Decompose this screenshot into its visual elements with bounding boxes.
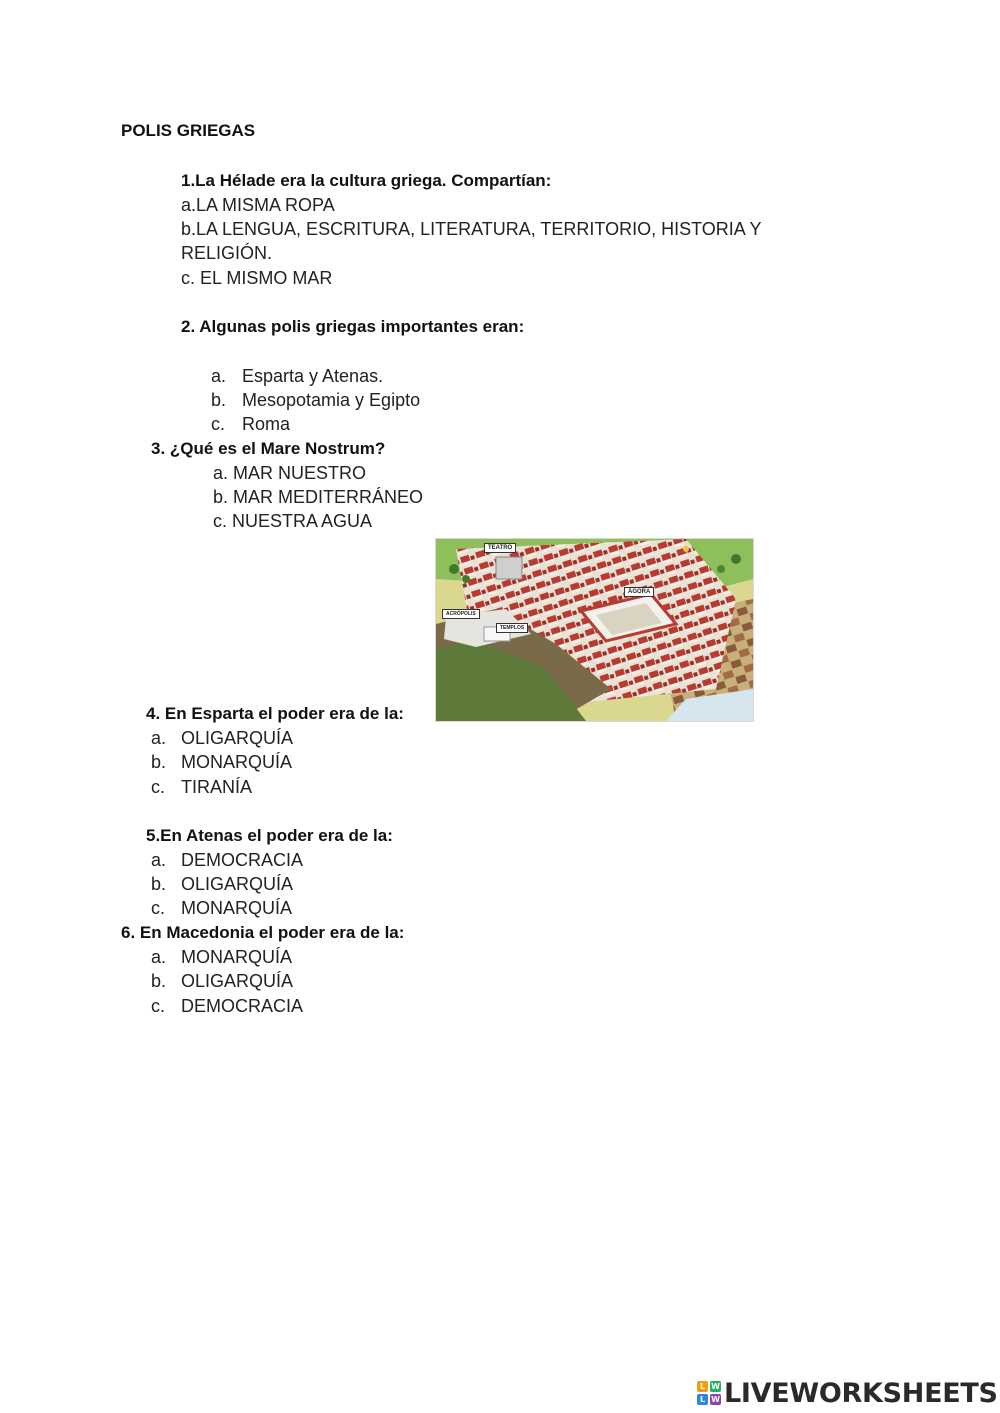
option-1a: a.LA MISMA ROPA [181,195,335,215]
option-4a [151,728,293,749]
option-letter: c. [151,996,166,1016]
option-1b-continued: RELIGIÓN. [181,243,273,263]
option-label: MONARQUÍA [181,947,293,967]
option-letter: c. [211,414,226,434]
option-letter: a. [151,728,167,748]
option-letter: b. [151,971,167,991]
page-title: POLIS GRIEGAS [121,121,256,140]
label-agora: ÁGORA [624,587,654,597]
option-4c [151,777,252,798]
label-theatre: TEATRO [484,543,516,553]
option-letter: a. [151,947,167,967]
option-label: OLIGARQUÍA [181,971,294,991]
option-label: OLIGARQUÍA [181,728,294,748]
polis-illustration-svg [436,539,753,721]
option-label: Mesopotamia y Egipto [242,390,421,410]
option-2a [211,366,383,387]
question-2: 2. Algunas polis griegas importantes eran: [181,317,525,336]
option-letter: c. [151,777,166,797]
option-6a [151,947,292,968]
logo-tile: W [711,1395,720,1404]
logo-tile: W [711,1382,720,1391]
question-5: 5.En Atenas el poder era de la: [146,826,393,845]
liveworksheets-brand [697,1377,998,1409]
option-2b [211,390,420,411]
option-5a [151,850,303,871]
option-6b [151,971,293,992]
option-letter: b. [151,874,167,894]
option-3c: c. NUESTRA AGUA [213,511,373,531]
option-letter: a. [151,850,167,870]
option-6c [151,996,303,1017]
liveworksheets-logo-icon [697,1381,721,1405]
label-temples: TEMPLOS [496,623,528,633]
polis-illustration [435,538,754,722]
option-label: OLIGARQUÍA [181,874,294,894]
option-label: DEMOCRACIA [181,850,304,870]
option-label: Esparta y Atenas. [242,366,384,386]
label-acropolis: ACRÓPOLIS [442,609,480,619]
option-1c: c. EL MISMO MAR [181,268,333,288]
question-1: 1.La Hélade era la cultura griega. Compartían: [181,171,552,190]
option-label: MONARQUÍA [181,898,293,918]
logo-tile: L [697,1381,708,1392]
option-letter: c. [151,898,166,918]
option-4b [151,752,292,773]
option-letter: b. [151,752,167,772]
logo-tile: L [697,1394,708,1405]
question-4: 4. En Esparta el poder era de la: [146,704,404,723]
option-3a: a. MAR NUESTRO [213,463,367,483]
option-1b: b.LA LENGUA, ESCRITURA, LITERATURA, TERRITORIO, HISTORIA Y [181,219,762,239]
question-6: 6. En Macedonia el poder era de la: [121,923,405,942]
option-letter: a. [211,366,227,386]
option-label: TIRANÍA [181,777,253,797]
option-label: Roma [242,414,291,434]
option-letter: b. [211,390,227,410]
option-label: MONARQUÍA [181,752,293,772]
option-3b: b. MAR MEDITERRÁNEO [213,487,424,507]
option-5c [151,898,292,919]
liveworksheets-wordmark: LIVEWORKSHEETS [724,1377,998,1409]
option-2c [211,414,290,435]
option-5b [151,874,293,895]
question-3: 3. ¿Qué es el Mare Nostrum? [151,439,386,458]
option-label: DEMOCRACIA [181,996,304,1016]
